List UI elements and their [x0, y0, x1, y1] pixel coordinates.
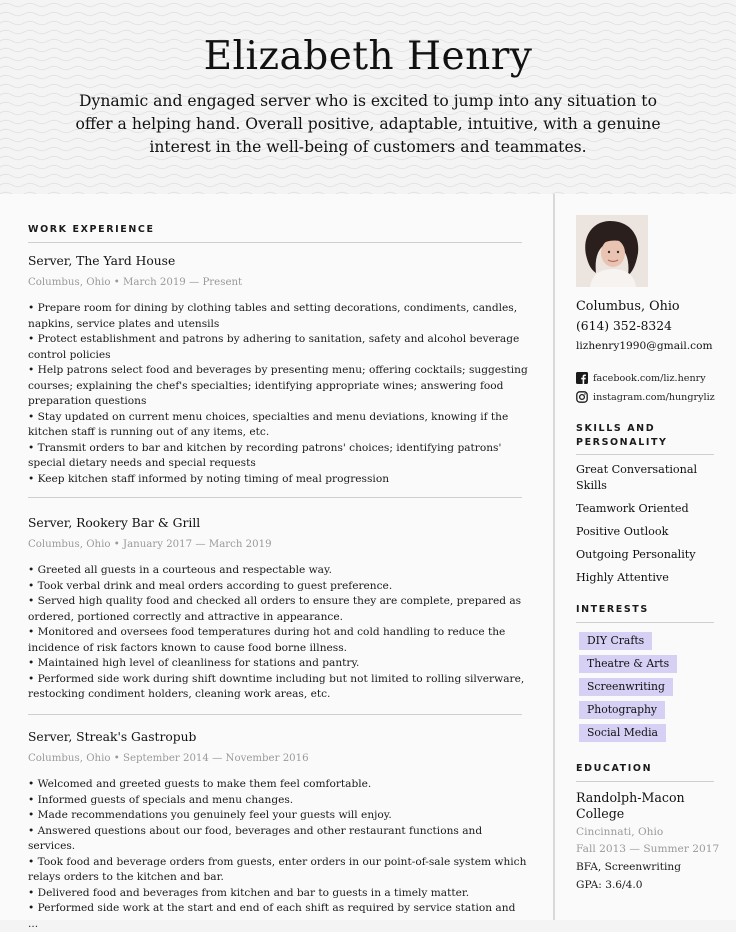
job-bullet: • Took food and beverage orders from guests, enter orders in our point-of-sale system which relays orders to the kitchen and bar.	[28, 855, 528, 886]
job-bullet: • Informed guests of specials and menu changes.	[28, 793, 528, 809]
contact-email[interactable]: lizhenry1990@gmail.com	[576, 340, 713, 352]
job-bullet: • Performed side work at the start and end of each shift as required by service station and ...	[28, 901, 528, 932]
facebook-handle: facebook.com/liz.henry	[593, 372, 706, 384]
interest-chip: Screenwriting	[579, 678, 673, 696]
job-bullet: • Keep kitchen staff informed by noting timing of meal progression	[28, 472, 528, 488]
profile-summary: Dynamic and engaged server who is excited to jump into any situation to offer a helping hand. Overall positive, adaptable, intuitive, with a genuine interest in the well-being of customers and teammates.	[75, 92, 661, 156]
job-bullet: • Help patrons select food and beverages by presenting menu; offering cocktails; suggesting courses; explaining the chef's specialties; identifying appropriate wines; answering food preparation questions	[28, 363, 528, 410]
interest-chip: Theatre & Arts	[579, 655, 677, 673]
job-bullet: • Stay updated on current menu choices, specialties and menu deviations, knowing if the kitchen staff is running out of any items, etc.	[28, 410, 528, 441]
school-name: Randolph-Macon College	[576, 790, 685, 821]
wave-line	[0, 84, 736, 88]
interests-heading: INTERESTS	[576, 604, 649, 615]
wave-line	[0, 12, 736, 16]
instagram-handle: instagram.com/hungryliz	[593, 391, 715, 403]
job-bullet: • Served high quality food and checked all orders to ensure they are complete, prepared as ordered, portioned correctly and attractive in appearance.	[28, 594, 528, 625]
contact-phone: (614) 352-8324	[576, 319, 672, 333]
job-bullet: • Performed side work during shift downtime including but not limited to rolling silverware, restocking condiment holders, cleaning work areas, etc.	[28, 672, 528, 703]
job-bullet: • Made recommendations you genuinely feel your guests will enjoy.	[28, 808, 528, 824]
job-meta: Columbus, Ohio • January 2017 — March 2019	[28, 539, 272, 550]
skill-item: Teamwork Oriented	[576, 502, 689, 515]
job-bullet: • Prepare room for dining by clothing tables and setting decorations, condiments, candles, napkins, service plates and utensils	[28, 301, 528, 332]
contact-city: Columbus, Ohio	[576, 299, 680, 314]
education-heading: EDUCATION	[576, 763, 653, 774]
section-divider	[576, 622, 714, 623]
wave-line	[0, 21, 736, 25]
job-title: Server, Streak's Gastropub	[28, 730, 197, 744]
job-bullet: • Maintained high level of cleanliness for stations and pantry.	[28, 656, 528, 672]
wave-line	[0, 3, 736, 7]
job-bullets	[28, 777, 528, 932]
skill-item: Great Conversational Skills	[576, 463, 698, 492]
section-divider	[576, 781, 714, 782]
job-entry-streaks	[28, 730, 528, 932]
interest-chip: DIY Crafts	[579, 632, 652, 650]
job-entry-yard-house	[28, 254, 528, 487]
job-bullet: • Answered questions about our food, beverages and other restaurant functions and services.	[28, 824, 528, 855]
job-title: Server, Rookery Bar & Grill	[28, 516, 201, 530]
skill-item: Highly Attentive	[576, 571, 669, 584]
portrait-image	[576, 215, 648, 287]
instagram-link[interactable]	[576, 391, 715, 403]
profile-photo-avatar	[576, 215, 648, 287]
section-divider	[28, 242, 522, 243]
job-bullets	[28, 563, 528, 703]
job-bullet: • Transmit orders to bar and kitchen by recording patrons' choices; identifying patrons' special dietary needs and special requests	[28, 441, 528, 472]
skills-heading: SKILLS AND PERSONALITY	[576, 423, 668, 448]
facebook-link[interactable]	[576, 372, 706, 384]
job-bullet: • Protect establishment and patrons by adhering to sanitation, safety and alcohol beverage control policies	[28, 332, 528, 363]
skill-item: Outgoing Personality	[576, 548, 696, 561]
section-divider	[576, 454, 714, 455]
school-dates: Fall 2013 — Summer 2017	[576, 843, 720, 855]
wave-line	[0, 174, 736, 178]
degree: BFA, Screenwriting	[576, 861, 681, 873]
gpa: GPA: 3.6/4.0	[576, 879, 643, 891]
job-bullets	[28, 301, 528, 487]
interest-chip: Photography	[579, 701, 665, 719]
school-location: Cincinnati, Ohio	[576, 826, 664, 838]
job-title: Server, The Yard House	[28, 254, 176, 268]
sidebar-column	[555, 194, 736, 920]
interest-chip: Social Media	[579, 724, 666, 742]
wave-line	[0, 183, 736, 187]
wave-line	[0, 165, 736, 169]
job-meta: Columbus, Ohio • September 2014 — November 2016	[28, 753, 309, 764]
job-divider	[28, 714, 522, 715]
work-experience-heading: WORK EXPERIENCE	[28, 224, 155, 235]
job-divider	[28, 497, 522, 498]
job-bullet: • Welcomed and greeted guests to make them feel comfortable.	[28, 777, 528, 793]
job-bullet: • Delivered food and beverages from kitchen and bar to guests in a timely matter.	[28, 886, 528, 902]
job-entry-rookery	[28, 516, 528, 703]
candidate-name: Elizabeth Henry	[203, 34, 533, 79]
resume-header	[0, 0, 736, 192]
job-bullet: • Monitored and oversees food temperatures during hot and cold handling to reduce the incidence of risk factors known to cause food borne illness.	[28, 625, 528, 656]
job-bullet: • Greeted all guests in a courteous and respectable way.	[28, 563, 528, 579]
job-meta: Columbus, Ohio • March 2019 — Present	[28, 277, 243, 288]
facebook-icon	[576, 372, 588, 384]
work-experience-column	[0, 194, 553, 930]
instagram-icon	[576, 391, 588, 403]
skill-item: Positive Outlook	[576, 525, 669, 538]
job-bullet: • Took verbal drink and meal orders according to guest preference.	[28, 579, 528, 595]
